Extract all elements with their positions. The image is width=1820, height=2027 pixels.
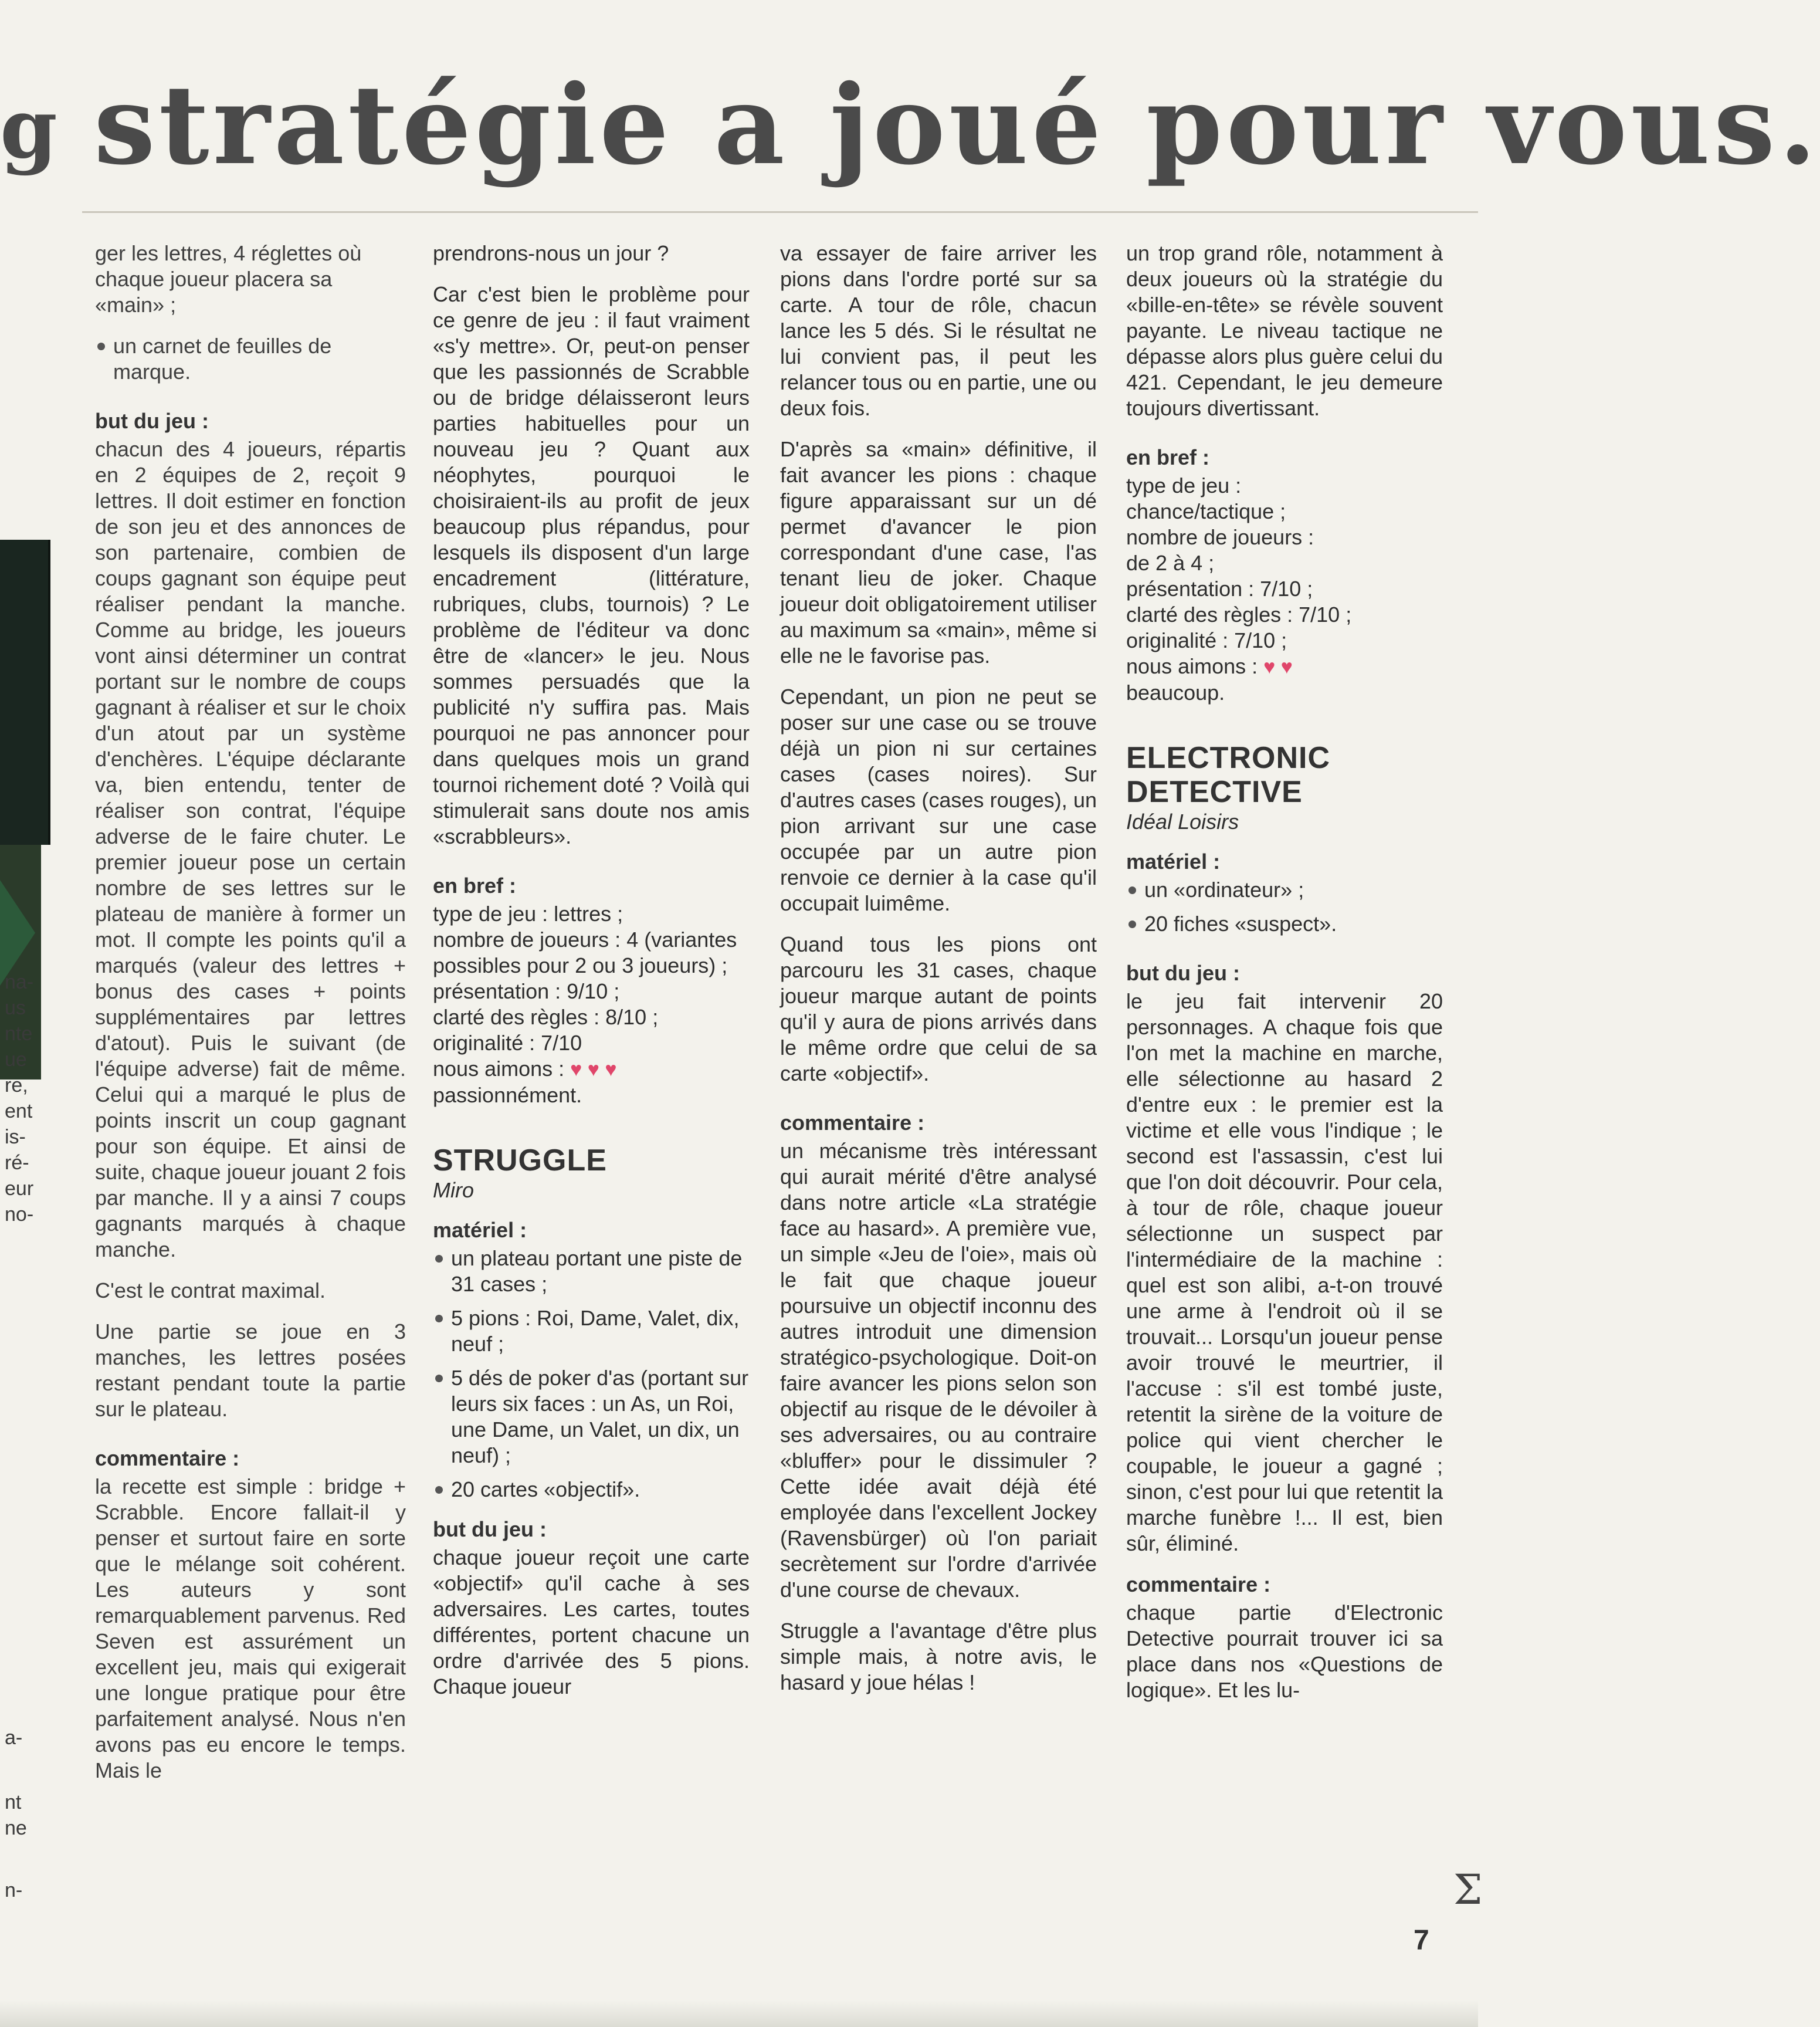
list-item: 20 fiches «suspect». xyxy=(1126,911,1443,937)
left-fragment: no- xyxy=(5,1203,34,1226)
paragraph: ger les lettres, 4 réglettes où chaque joueur placera sa «main» ; xyxy=(95,241,362,317)
left-fragment: ent xyxy=(5,1100,33,1122)
left-page-strip xyxy=(0,0,82,2027)
headline-fragment: g xyxy=(0,81,57,177)
summary-line: clarté des règles : 8/10 ; xyxy=(433,1005,659,1029)
game-box-image xyxy=(0,540,50,845)
section-heading: but du jeu : xyxy=(1126,961,1240,985)
summary-line: type de jeu : lettres ; xyxy=(433,902,623,926)
page-number: 7 xyxy=(1414,1925,1429,1956)
left-fragment: n- xyxy=(5,1879,23,1901)
summary-line: originalité : 7/10 ; xyxy=(1126,628,1287,652)
section-heading: commentaire : xyxy=(780,1111,925,1135)
rating-line: nous aimons : ♥ ♥ ♥ xyxy=(433,1057,617,1081)
paragraph: Cependant, un pion ne peut se poser sur une case ou se trouve déjà un pion ni sur certaines cases (cases noires). Sur d'autres cases (cases rouges), un pion arrivant sur une case occupée par un autre pion renvoie ce dernier à la case qu'il occupait luimême. xyxy=(780,685,1097,915)
paragraph: un mécanisme très intéressant qui aurait mérité d'être analysé dans notre article «La stratégie face au hasard». A première vue, un simple «Jeu de l'oie», mais où le fait que chaque joueur poursuive un objectif inconnu des autres introduit une dimension stratégico-psychologique. Doit-on faire avancer les pions selon son objectif au risque de le dévoiler à ses adversaires, ou au contraire «bluffer» pour le dissimuler ? Cette idée avait déjà été employée dans l'excellent Jockey (Ravensbürger) où l'on pariait secrètement sur l'ordre d'arrivée d'une course de chevaux. xyxy=(780,1139,1097,1602)
paragraph: Struggle a l'avantage d'être plus simple mais, à notre avis, le hasard y joue hélas ! xyxy=(780,1619,1097,1694)
bullet-icon xyxy=(1128,886,1136,894)
bullet-icon xyxy=(97,343,105,350)
scan-edge xyxy=(0,2001,1478,2027)
paragraph: Une partie se joue en 3 manches, les lettres posées restant pendant toute la partie sur le plateau. xyxy=(95,1319,406,1421)
left-fragment: eur xyxy=(5,1177,34,1200)
summary-list xyxy=(1126,473,1443,706)
left-fragment: ré- xyxy=(5,1152,29,1174)
list-item: 20 cartes «objectif». xyxy=(433,1477,750,1503)
list-item: un «ordinateur» ; xyxy=(1126,877,1443,903)
section-heading: en bref : xyxy=(1126,445,1210,469)
section-heading: but du jeu : xyxy=(95,409,209,433)
left-fragment: a- xyxy=(5,1727,23,1749)
game-title: STRUGGLE xyxy=(433,1143,607,1177)
paragraph: la recette est simple : bridge + Scrabble. Encore fallait-il y penser et surtout faire en sorte que le mélange soit cohérent. Les auteurs y sont remarquablement parvenus. Red Seven est assurément un excellent jeu, mais qui exigerait une longue pratique pour être parfaitement analysé. Nous n'en avons pas eu encore le temps. Mais le xyxy=(95,1474,406,1782)
left-fragment: is- xyxy=(5,1126,26,1148)
list-item: un carnet de feuilles de marque. xyxy=(95,333,406,385)
left-fragment: us xyxy=(5,997,26,1019)
column-3 xyxy=(780,241,1097,1711)
column-4 xyxy=(1126,241,1443,1718)
summary-line: présentation : 7/10 ; xyxy=(1126,577,1313,601)
section-heading: commentaire : xyxy=(95,1446,240,1470)
section-heading: commentaire : xyxy=(1126,1572,1271,1596)
summary-line: passionnément. xyxy=(433,1083,582,1107)
summary-line: de 2 à 4 ; xyxy=(1126,551,1215,575)
section-heading: en bref : xyxy=(433,874,517,898)
paragraph: C'est le contrat maximal. xyxy=(95,1278,326,1302)
paragraph: un trop grand rôle, notamment à deux joueurs où la stratégie du «bille-en-tête» se révèle souvent payante. Le niveau tactique ne dépasse alors plus guère celui du 421. Cependant, le jeu demeure toujours divertissant. xyxy=(1126,241,1443,420)
column-1 xyxy=(95,241,406,1799)
left-fragment: nte xyxy=(5,1023,33,1045)
paragraph: le jeu fait intervenir 20 personnages. A chaque fois que l'on met la machine en marche, elle sélectionne au hasard 2 d'entre eux : le premier est la victime et elle vous l'indique ; le second est l'assassin, c'est lui que l'on doit découvrir. Pour cela, à tour de rôle, chaque joueur sélectionne un suspect par l'intermédiaire de la machine : quel est son alibi, a-t-on trouvé une arme à l'endroit où il se trouvait... Lorsqu'un joueur pense avoir trouvé le meurtrier, il l'accuse : s'il est tombé juste, retentit la sirène de la voiture de police qui vient chercher le coupable, le joueur a gagné ; sinon, c'est pour lui que retentit la marche funèbre !... Il est, bien sûr, éliminé. xyxy=(1126,989,1443,1555)
column-2 xyxy=(433,241,750,1715)
paragraph: chaque joueur reçoit une carte «objectif» qu'il cache à ses adversaires. Les cartes, toutes différentes, portent chacune un ordre d'arrivée des 5 pions. Chaque joueur xyxy=(433,1545,750,1698)
summary-line: type de jeu : xyxy=(1126,473,1242,498)
paragraph: D'après sa «main» définitive, il fait avancer les pions : chaque figure apparaissant sur un dé permet d'avancer le pion correspondant d'une case, l'as tenant lieu de joker. Chaque joueur doit obligatoirement utiliser au maximum sa «main», même si elle ne le favorise pas. xyxy=(780,437,1097,668)
headline-rule xyxy=(82,211,1478,213)
section-heading: matériel : xyxy=(433,1218,527,1242)
game-title: ELECTRONIC DETECTIVE xyxy=(1126,741,1330,809)
paragraph: prendrons-nous un jour ? xyxy=(433,241,669,265)
paragraph: chaque partie d'Electronic Detective pourrait trouver ici sa place dans nos «Questions de logique». Et les lu- xyxy=(1126,1600,1443,1702)
section-heading: but du jeu : xyxy=(433,1517,547,1541)
summary-list xyxy=(433,901,750,1108)
summary-line: nombre de joueurs : xyxy=(1126,525,1314,549)
bullet-icon xyxy=(435,1486,443,1494)
paragraph: chacun des 4 joueurs, répartis en 2 équipes de 2, reçoit 9 lettres. Il doit estimer en fonction de son jeu et des annonces de son partenaire, combien de coups gagnant son équipe peut réaliser pendant la manche. Comme au bridge, les joueurs vont ainsi déterminer un contrat portant sur le nombre de coups gagnant à réaliser et sur le choix d'un atout par un système d'enchères. L'équipe déclarante va, bien entendu, tenter de réaliser son contrat, l'équipe adverse de le faire chuter. Le premier joueur pose un certain nombre de ses lettres sur le plateau de manière à former un mot. Il compte les points qu'il a marqués (valeur des lettres + bonus des cases + points supplémentaires par lettres d'atout). Puis le suivant (de l'équipe adverse) fait de même. Celui qui a marqué le plus de points inscrit un coup gagnant pour son équipe. Et ainsi de suite, chaque joueur jouant 2 fois par manche. Il y a ainsi 7 coups gagnants marqués à chaque manche. xyxy=(95,437,406,1261)
bullet-icon xyxy=(435,1255,443,1263)
paragraph: Car c'est bien le problème pour ce genre de jeu : il faut vraiment «s'y mettre». Or, peut-on penser que les passionnés de Scrabble ou de bridge délaisseront leurs parties habituelles pour un nouveau jeu ? Quant aux néophytes, pourquoi le choisiraient-ils au profit de jeux beaucoup plus répandus, pour lesquels ils disposent d'un large encadrement (littérature, rubriques, clubs, tournois) ? Le problème de l'éditeur va donc être de «lancer» le jeu. Nous sommes persuadés que la publicité n'y suffira pas. Mais pourquoi ne pas annoncer pour dans quelques mois un grand tournoi richement doté ? Voilà qui stimulerait sans doute nos amis «scrabbleurs». xyxy=(433,282,750,848)
heart-icon: ♥ ♥ xyxy=(1263,656,1293,678)
summary-line: beaucoup. xyxy=(1126,681,1225,705)
left-fragment: na- xyxy=(5,971,34,993)
left-fragment: nt xyxy=(5,1791,22,1813)
bullet-icon xyxy=(435,1315,443,1322)
summary-line: présentation : 9/10 ; xyxy=(433,979,620,1003)
bullet-icon xyxy=(435,1375,443,1382)
paragraph: va essayer de faire arriver les pions dans l'ordre porté sur sa carte. A tour de rôle, chacun lance les 5 dés. Si le résultat ne lui convient pas, il peut les relancer tous ou en partie, une ou deux fois. xyxy=(780,241,1097,420)
summary-line: clarté des règles : 7/10 ; xyxy=(1126,603,1352,627)
list-item: un plateau portant une piste de 31 cases ; xyxy=(433,1246,750,1297)
left-fragment: ue xyxy=(5,1048,27,1071)
rating-line: nous aimons : ♥ ♥ xyxy=(1126,654,1293,678)
sigma-glyph: Σ xyxy=(1453,1866,1483,1914)
paragraph: Quand tous les pions ont parcouru les 31 cases, chaque joueur marque autant de points qu'il y aura de pions arrivés dans le même ordre que celui de sa carte «objectif». xyxy=(780,932,1097,1085)
summary-line: nombre de joueurs : 4 (variantes possibles pour 2 ou 3 joueurs) ; xyxy=(433,928,737,977)
left-fragment: ne xyxy=(5,1817,27,1839)
page-headline: stratégie a joué pour vous. xyxy=(94,60,1820,189)
list-item: 5 dés de poker d'as (portant sur leurs six faces : un As, un Roi, une Dame, un Valet, un dix, un neuf) ; xyxy=(433,1365,750,1468)
heart-icon: ♥ ♥ ♥ xyxy=(570,1058,617,1081)
game-publisher: Idéal Loisirs xyxy=(1126,810,1239,834)
left-fragment: re, xyxy=(5,1074,28,1097)
list-item: 5 pions : Roi, Dame, Valet, dix, neuf ; xyxy=(433,1305,750,1357)
summary-line: originalité : 7/10 xyxy=(433,1031,582,1055)
summary-line: chance/tactique ; xyxy=(1126,499,1286,523)
game-publisher: Miro xyxy=(433,1178,474,1202)
bullet-icon xyxy=(1128,921,1136,928)
section-heading: matériel : xyxy=(1126,850,1221,874)
